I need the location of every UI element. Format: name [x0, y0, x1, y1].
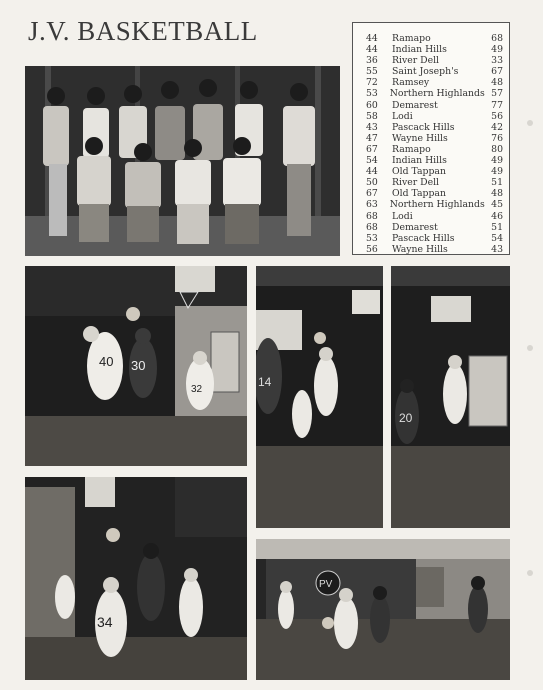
score-row	[359, 188, 503, 199]
opponent-name: Old Tappan	[392, 188, 446, 200]
our-score: 67	[366, 188, 378, 200]
opponent-name: Ramapo	[392, 143, 431, 155]
opponent-score: 51	[491, 177, 503, 189]
opponent-score: 49	[491, 44, 503, 56]
score-row	[359, 144, 503, 155]
our-score: 56	[366, 243, 378, 255]
action-photo-jump-shot	[256, 266, 383, 528]
score-row	[359, 100, 503, 111]
opponent-score: 33	[491, 55, 503, 67]
opponent-score: 80	[491, 143, 503, 155]
opponent-name: Northern Highlands	[389, 88, 485, 100]
jersey-number: 20	[399, 411, 413, 425]
opponent-score: 76	[491, 132, 503, 144]
our-score: 58	[366, 110, 378, 122]
score-row	[359, 111, 503, 122]
opponent-score: 57	[491, 88, 503, 100]
our-score: 43	[366, 121, 378, 133]
score-row	[359, 177, 503, 188]
opponent-name: River Dell	[392, 55, 440, 67]
binder-holes	[525, 0, 533, 690]
opponent-score: 49	[491, 166, 503, 178]
our-score: 60	[366, 99, 378, 111]
our-score: 44	[366, 33, 378, 44]
jersey-number: 34	[97, 614, 113, 630]
score-row	[359, 233, 503, 244]
action-photo-rebound	[25, 266, 247, 466]
team-photo	[25, 66, 340, 256]
score-row	[359, 199, 503, 210]
opponent-score: 77	[491, 99, 503, 111]
opponent-score: 54	[491, 232, 503, 244]
our-score: 67	[366, 143, 378, 155]
score-row	[359, 55, 503, 66]
opponent-score: 67	[491, 66, 503, 78]
opponent-name: Indian Hills	[392, 44, 447, 56]
action-photo-dribble	[256, 539, 510, 680]
our-score: 54	[366, 155, 378, 167]
page-title: J.V. BASKETBALL	[28, 16, 258, 46]
opponent-name: Ramapo	[392, 33, 431, 44]
opponent-name: Pascack Hills	[392, 121, 455, 133]
score-row	[359, 88, 503, 99]
opponent-name: Northern Highlands	[389, 199, 485, 211]
opponent-name: Lodi	[392, 110, 413, 122]
opponent-name: Wayne Hills	[392, 243, 448, 255]
our-score: 55	[366, 66, 378, 78]
jersey-number: 32	[191, 384, 203, 395]
score-row	[359, 66, 503, 77]
our-score: 44	[366, 44, 378, 56]
score-row	[359, 244, 503, 255]
our-score: 72	[366, 77, 378, 89]
opponent-score: 56	[491, 110, 503, 122]
opponent-name: Demarest	[392, 99, 438, 111]
our-score: 36	[366, 55, 378, 67]
opponent-name: Indian Hills	[392, 155, 447, 167]
opponent-name: Lodi	[392, 210, 413, 222]
action-photo-defense	[391, 266, 510, 528]
opponent-name: Pascack Hills	[392, 232, 455, 244]
opponent-score: 42	[491, 121, 503, 133]
opponent-score: 49	[491, 155, 503, 167]
opponent-name: Demarest	[392, 221, 438, 233]
our-score: 68	[366, 210, 378, 222]
gym-sign-text: PV	[319, 579, 333, 590]
opponent-name: River Dell	[392, 177, 440, 189]
our-score: 63	[366, 199, 378, 211]
opponent-score: 45	[491, 199, 503, 211]
score-row	[359, 77, 503, 88]
opponent-score: 43	[491, 243, 503, 255]
opponent-name: Wayne Hills	[392, 132, 448, 144]
our-score: 53	[366, 232, 378, 244]
opponent-score: 68	[491, 33, 503, 44]
our-score: 50	[366, 177, 378, 189]
score-row	[359, 222, 503, 233]
opponent-name: Saint Joseph's	[392, 66, 459, 78]
score-row	[359, 33, 503, 44]
our-score: 44	[366, 166, 378, 178]
jersey-number: 14	[258, 375, 272, 389]
score-row	[359, 133, 503, 144]
our-score: 53	[366, 88, 378, 100]
score-row	[359, 155, 503, 166]
opponent-name: Ramsey	[392, 77, 430, 89]
opponent-score: 46	[491, 210, 503, 222]
opponent-score: 48	[491, 188, 503, 200]
opponent-score: 48	[491, 77, 503, 89]
score-row	[359, 166, 503, 177]
jersey-number: 40	[99, 354, 114, 369]
opponent-name: Old Tappan	[392, 166, 446, 178]
score-row	[359, 211, 503, 222]
score-list	[359, 33, 503, 255]
our-score: 68	[366, 221, 378, 233]
our-score: 47	[366, 132, 378, 144]
score-row	[359, 122, 503, 133]
action-photo-layup	[25, 477, 247, 680]
jersey-number: 30	[131, 358, 146, 373]
opponent-score: 51	[491, 221, 503, 233]
season-scores-box	[352, 22, 510, 255]
score-row	[359, 44, 503, 55]
